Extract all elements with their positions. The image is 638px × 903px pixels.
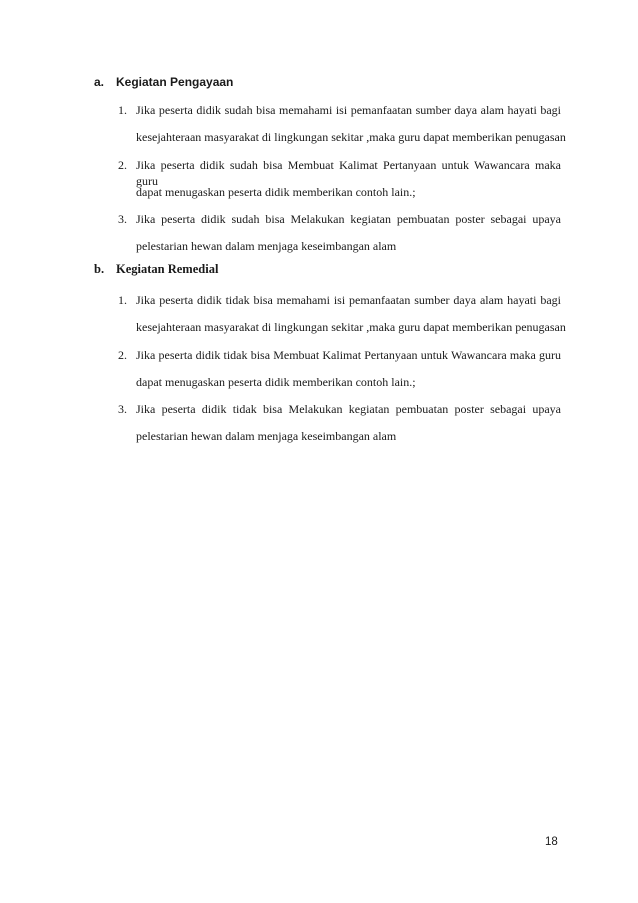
section-heading-pengayaan [94, 75, 233, 89]
item-text-line: Jika peserta didik sudah bisa Melakukan kegiatan pembuatan poster sebagai upaya [136, 212, 561, 226]
section-heading-remedial [94, 262, 218, 277]
item-number: 3. [118, 402, 127, 416]
item-text-line: Jika peserta didik tidak bisa Membuat Kalimat Pertanyaan untuk Wawancara maka guru [136, 348, 561, 362]
section-marker: b. [94, 262, 105, 276]
item-text-line: Jika peserta didik sudah bisa memahami isi pemanfaatan sumber daya alam hayati bagi [136, 103, 561, 117]
item-text-line: dapat menugaskan peserta didik memberikan contoh lain.; [136, 185, 416, 199]
page-number: 18 [545, 836, 558, 848]
item-text-line: pelestarian hewan dalam menjaga keseimbangan alam [136, 239, 397, 253]
item-number: 2. [118, 158, 127, 172]
section-title: Kegiatan Remedial [116, 262, 219, 276]
section-marker: a. [94, 75, 105, 89]
item-text-line: Jika peserta didik tidak bisa Melakukan kegiatan pembuatan poster sebagai upaya [136, 402, 561, 416]
item-number: 3. [118, 212, 127, 226]
item-text-line: pelestarian hewan dalam menjaga keseimbangan alam [136, 429, 397, 443]
item-text-line: kesejahteraan masyarakat di lingkungan sekitar ,maka guru dapat memberikan penugasan [136, 130, 566, 144]
item-text-line: Jika peserta didik sudah bisa Membuat Kalimat Pertanyaan untuk Wawancara maka guru [136, 158, 561, 188]
item-text-line: dapat menugaskan peserta didik memberikan contoh lain.; [136, 375, 416, 389]
item-number: 1. [118, 293, 127, 307]
item-text-line: Jika peserta didik tidak bisa memahami isi pemanfaatan sumber daya alam hayati bagi [136, 293, 561, 307]
item-number: 2. [118, 348, 127, 362]
item-number: 1. [118, 103, 127, 117]
item-text-line: kesejahteraan masyarakat di lingkungan sekitar ,maka guru dapat memberikan penugasan [136, 320, 566, 334]
section-title: Kegiatan Pengayaan [116, 75, 234, 89]
